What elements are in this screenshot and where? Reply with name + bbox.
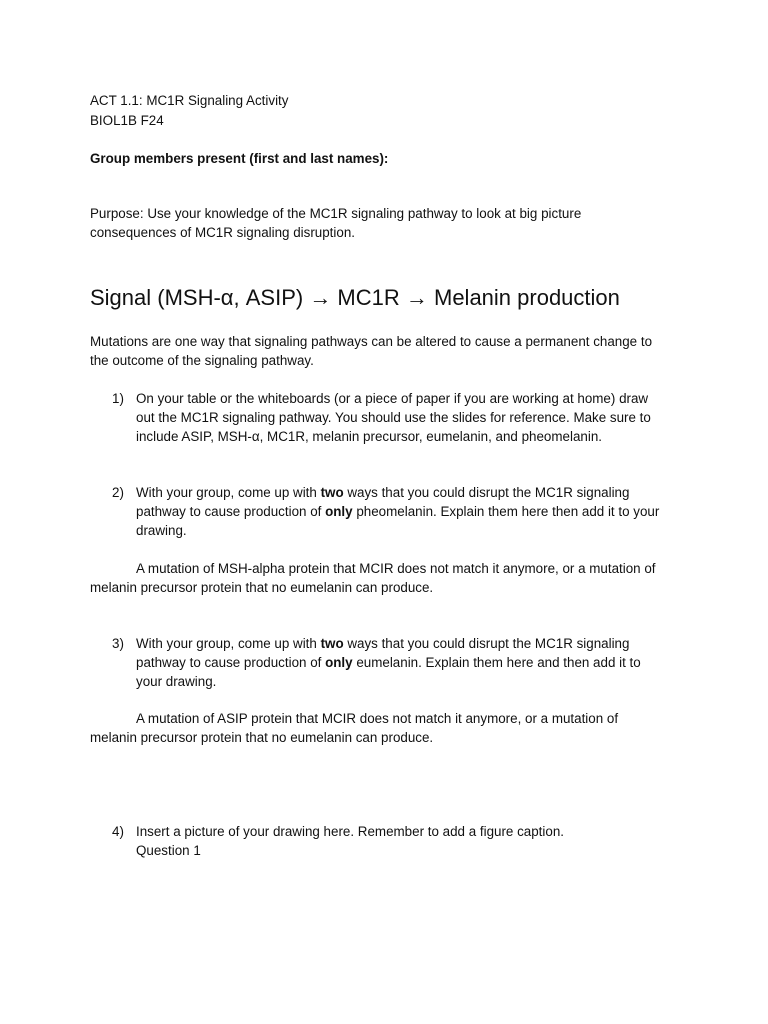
q2-number: 2): [112, 485, 124, 500]
q4-line-1: Insert a picture of your drawing here. Remember to add a figure caption.: [136, 824, 564, 839]
q1-line-1: On your table or the whiteboards (or a piece of paper if you are working at home) draw: [136, 391, 649, 406]
q3-answer-line-1: A mutation of ASIP protein that MCIR does not match it anymore, or a mutation of: [136, 711, 619, 726]
pathway-heading: Signal (MSH-α, ASIP) → MC1R → Melanin production: [90, 285, 620, 310]
q3-line-2: pathway to cause production of only eumelanin. Explain them here and then add it to: [136, 655, 641, 670]
group-members-label: Group members present (first and last names):: [90, 151, 389, 166]
q3-answer-line-2: melanin precursor protein that no eumelanin can produce.: [90, 730, 434, 745]
q2-answer-line-2: melanin precursor protein that no eumelanin can produce.: [90, 580, 434, 595]
q2-line-3: drawing.: [136, 523, 187, 538]
q2-line-2: pathway to cause production of only pheomelanin. Explain them here then add it to your: [136, 504, 660, 519]
q3-line-1: With your group, come up with two ways that you could disrupt the MC1R signaling: [136, 636, 630, 651]
intro-line-1: Mutations are one way that signaling pathways can be altered to cause a permanent change to: [90, 334, 653, 349]
q3-number: 3): [112, 636, 124, 651]
q3-line-3: your drawing.: [136, 674, 217, 689]
q4-number: 4): [112, 824, 124, 839]
purpose-line-2: consequences of MC1R signaling disruption.: [90, 225, 355, 240]
q1-number: 1): [112, 391, 124, 406]
q1-line-3: include ASIP, MSH-α, MC1R, melanin precursor, eumelanin, and pheomelanin.: [136, 429, 602, 444]
purpose-line-1: Purpose: Use your knowledge of the MC1R signaling pathway to look at big picture: [90, 206, 582, 221]
q4-line-2: Question 1: [136, 843, 201, 858]
course-code: BIOL1B F24: [90, 113, 164, 128]
intro-line-2: the outcome of the signaling pathway.: [90, 353, 314, 368]
q2-line-1: With your group, come up with two ways that you could disrupt the MC1R signaling: [136, 485, 630, 500]
activity-title: ACT 1.1: MC1R Signaling Activity: [90, 93, 289, 108]
q1-line-2: out the MC1R signaling pathway. You should use the slides for reference. Make sure to: [136, 410, 651, 425]
q2-answer-line-1: A mutation of MSH-alpha protein that MCIR does not match it anymore, or a mutation of: [136, 561, 656, 576]
